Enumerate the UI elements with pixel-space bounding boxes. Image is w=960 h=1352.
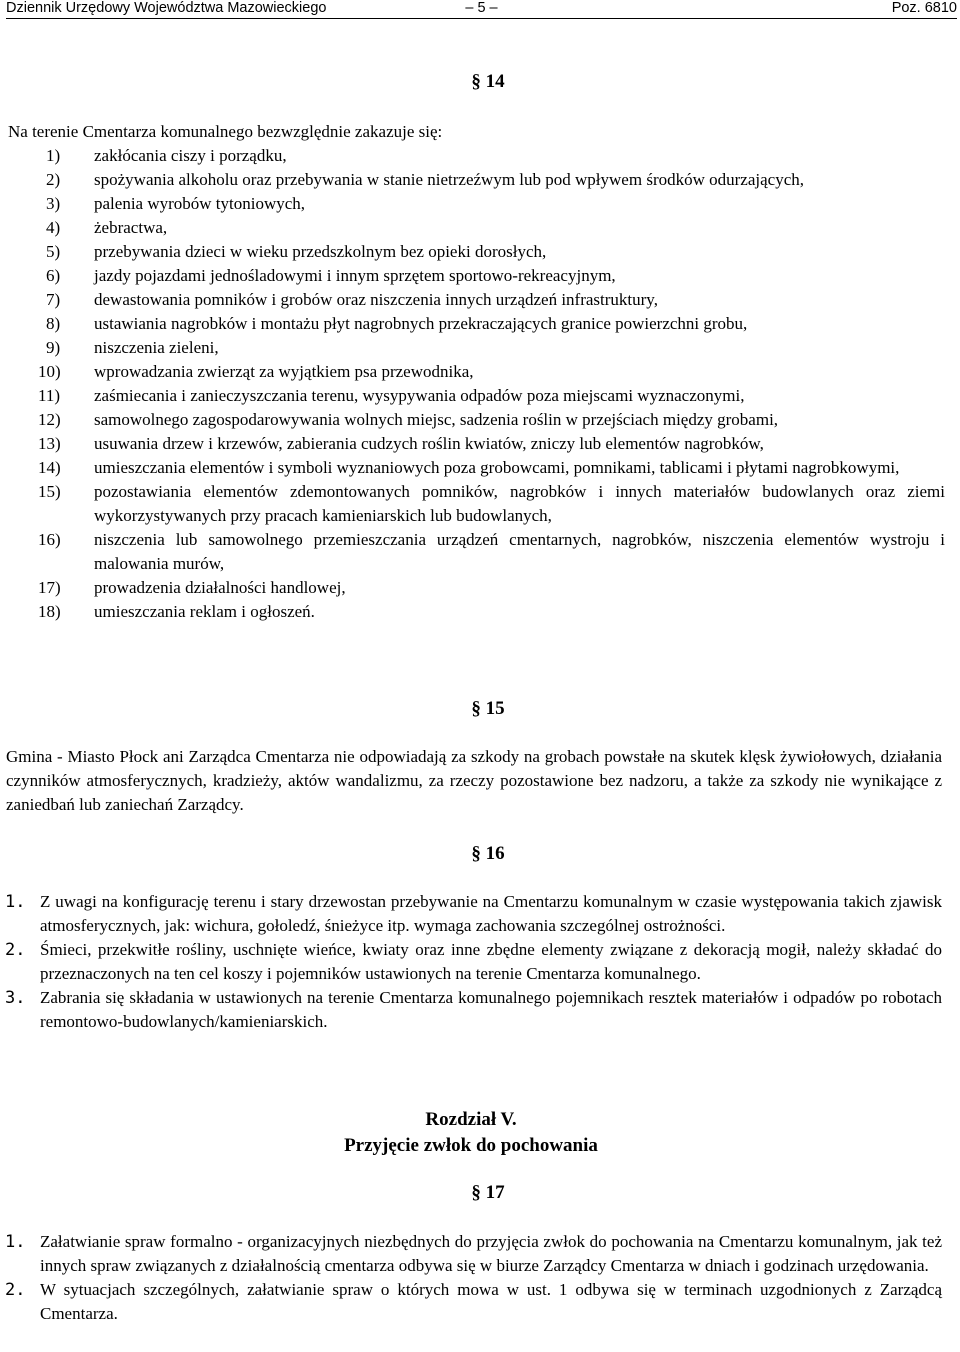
section-17-title: § 17: [471, 1182, 505, 1203]
list-item: 14) umieszczania elementów i symboli wyznaniowych poza grobowcami, pomnikami, tablicami i płytami nagrobkowymi,: [38, 458, 900, 477]
list-item: 1. Załatwianie spraw formalno - organizacyjnych niezbędnych do przyjęcia zwłok do pochowania na Cmentarzu komunalnym, jak też innych spraw związanych z działalnością cmentarza odbywa się w biurze Zarządcy Cmentarza w dniach i godzinach urzędowania.: [5, 1232, 942, 1275]
list-item: 16) niszczenia lub samowolnego przemieszczania urządzeń cmentarnych, nagrobków, niszczenia elementów wystroju i malowania murów,: [38, 530, 945, 573]
list-item: 7) dewastowania pomników i grobów oraz niszczenia innych urządzeń infrastruktury,: [46, 290, 658, 309]
list-item: 6) jazdy pojazdami jednośladowymi i innym sprzętem sportowo-rekreacyjnym,: [46, 266, 616, 285]
list-item: 3) palenia wyrobów tytoniowych,: [46, 194, 306, 213]
list-item: 1) zakłócania ciszy i porządku,: [46, 146, 287, 165]
list-item: 2) spożywania alkoholu oraz przebywania w stanie nietrzeźwym lub pod wpływem środków odurzających,: [46, 170, 804, 189]
list-item: 5) przebywania dzieci w wieku przedszkolnym bez opieki dorosłych,: [46, 242, 547, 261]
section-14-title: § 14: [471, 71, 505, 92]
section-16-title: § 16: [471, 843, 505, 864]
list-item: 3. Zabrania się składania w ustawionych na terenie Cmentarza komunalnego pojemnikach resztek materiałów i odpadów po robotach remontowo-budowlanych/kamieniarskich.: [5, 988, 942, 1031]
list-item: 9) niszczenia zieleni,: [46, 338, 219, 357]
section-14-list: [0, 144, 945, 624]
section-16-list: [0, 890, 942, 1034]
list-item: 10) wprowadzania zwierząt za wyjątkiem psa przewodnika,: [38, 362, 474, 381]
page-number: – 5 –: [465, 0, 498, 16]
list-item: 4) żebractwa,: [46, 218, 168, 237]
list-item: 18) umieszczania reklam i ogłoszeń.: [38, 602, 315, 621]
list-item: 15) pozostawiania elementów zdemontowanych pomników, nagrobków i innych materiałów budowlanych oraz ziemi wykorzystywanych przy pracach kamieniarskich lub budowlanych,: [38, 482, 945, 525]
journal-title: Dziennik Urzędowy Województwa Mazowieckiego: [6, 0, 327, 16]
page-header: [6, 0, 957, 19]
chapter-title: Przyjęcie zwłok do pochowania: [344, 1135, 598, 1156]
list-item: 13) usuwania drzew i krzewów, zabierania cudzych roślin kwiatów, zniczy lub elementów nagrobków,: [38, 434, 764, 453]
chapter-heading: [0, 1107, 942, 1159]
chapter-number: Rozdział V.: [425, 1109, 517, 1130]
section-15-text: Gmina - Miasto Płock ani Zarządca Cmentarza nie odpowiadają za szkody na grobach powstałe na skutek klęsk żywiołowych, działania czynników atmosferycznych, kradzieży, aktów wandalizmu, za rzeczy pozostawione bez nadzoru, a także za szkody nie wynikające z zaniedbań lub zaniechań Zarządcy.: [6, 747, 942, 814]
list-item: 2. Śmieci, przekwitłe rośliny, uschnięte wieńce, kwiaty oraz inne zbędne elementy związane z dekoracją mogił, należy składać do przeznaczonych na ten cel koszy i pojemników ustawionych na terenie Cmentarza komunalnego.: [5, 940, 942, 983]
list-item: 2. W sytuacjach szczególnych, załatwianie spraw o których mowa w ust. 1 odbywa się w terminach uzgodnionych z Zarządcą Cmentarza.: [5, 1280, 942, 1323]
section-17-list: [0, 1230, 942, 1326]
position-number: Poz. 6810: [891, 0, 957, 16]
list-item: 1. Z uwagi na konfigurację terenu i stary drzewostan przebywanie na Cmentarzu komunalnym w czasie występowania takich zjawisk atmosferycznych, jak: wichura, gołoledź, śnieżyce itp. wymaga zachowania szczególnej ostrożności.: [5, 892, 942, 935]
list-item: 11) zaśmiecania i zanieczyszczania terenu, wysypywania odpadów poza miejscami wyznaczonymi,: [38, 386, 745, 405]
list-item: 8) ustawiania nagrobków i montażu płyt nagrobnych przekraczających granice powierzchni grobu,: [46, 314, 748, 333]
section-15-title: § 15: [471, 698, 505, 719]
list-item: 12) samowolnego zagospodarowywania wolnych miejsc, sadzenia roślin w przejściach między grobami,: [38, 410, 779, 429]
section-14-intro: Na terenie Cmentarza komunalnego bezwzględnie zakazuje się:: [8, 122, 443, 141]
list-item: 17) prowadzenia działalności handlowej,: [38, 578, 346, 597]
